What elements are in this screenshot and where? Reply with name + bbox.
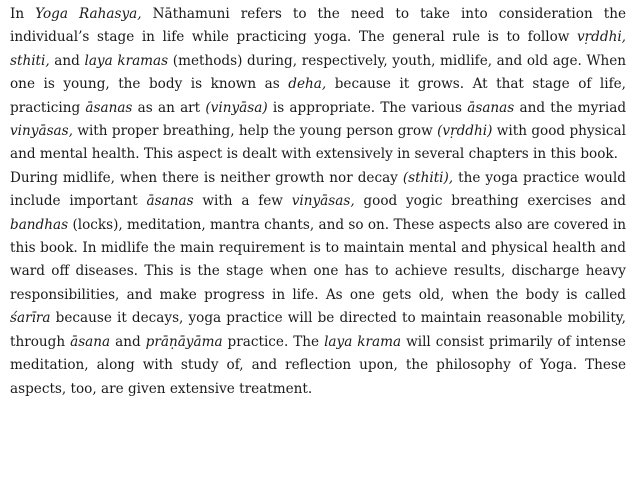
- text-run: (locks), meditation, mantra chants, and so on. These aspects also are covered in this book. In midlife the main requirement is to maintain mental and physical health and ward off diseases. This is the stage when one has to achieve results, discharge heavy responsibilities, and make progress in life. As one gets old, when the body is called: [10, 216, 626, 303]
- italic-term: Yoga Rahasya,: [35, 6, 142, 22]
- text-body: [10, 3, 626, 401]
- text-run: practice. The: [222, 333, 325, 350]
- text-run: the yoga practice would include important: [10, 169, 626, 210]
- text-run: will consist primarily of intense meditation, along with study of, and reflection upon, the philosophy of Yoga. These aspects, too, are given extensive treatment.: [10, 333, 626, 397]
- text-run: with proper breathing, help the young person grow: [72, 123, 438, 140]
- text-run: During midlife, when there is neither growth nor decay: [10, 169, 403, 186]
- paragraph-midlife-and-old-age: [10, 167, 626, 401]
- italic-term: laya krama: [324, 333, 402, 350]
- italic-term: āsanas: [467, 99, 515, 116]
- italic-term: vinyāsas,: [10, 123, 73, 140]
- paragraph-stages-of-life: [10, 3, 626, 167]
- italic-term: āsanas: [85, 99, 133, 116]
- text-run: and: [49, 52, 85, 69]
- text-run: In: [10, 6, 36, 22]
- italic-term: śarīra: [10, 310, 51, 327]
- text-run: because it decays, yoga practice will be directed to maintain reasonable mobility, through: [10, 310, 626, 350]
- italic-term: āsana: [70, 333, 111, 350]
- text-run: as an art: [132, 99, 206, 116]
- italic-term: vṛddhi, sthiti,: [10, 29, 626, 69]
- italic-term: vinyāsas,: [291, 193, 355, 210]
- italic-term: (sthiti),: [402, 169, 454, 186]
- italic-term: deha,: [288, 76, 327, 93]
- text-run: Nāthamuni refers to the need to take into consideration the individual’s stage in life while practicing yoga. The general rule is to follow: [10, 6, 627, 46]
- italic-term: āsanas: [146, 193, 194, 210]
- text-run: and the myriad: [514, 99, 627, 116]
- text-run: good yogic breathing exercises and: [354, 193, 626, 210]
- text-run: because it grows. At that stage of life, practicing: [10, 76, 627, 116]
- text-run: and: [110, 333, 146, 350]
- italic-term: bandhas: [10, 216, 69, 233]
- italic-term: laya kramas: [84, 52, 169, 69]
- text-run: is appropriate. The various: [267, 99, 468, 116]
- text-run: with a few: [193, 193, 292, 210]
- text-run: with good physical and mental health. This aspect is dealt with extensively in several chapters in this book.: [10, 123, 626, 163]
- italic-term: prāṇāyāma: [145, 333, 223, 350]
- italic-term: (vinyāsa): [205, 99, 268, 116]
- italic-term: (vṛddhi): [437, 123, 493, 140]
- text-run: (methods) during, respectively, youth, midlife, and old age. When one is young, the body is known as: [10, 52, 627, 93]
